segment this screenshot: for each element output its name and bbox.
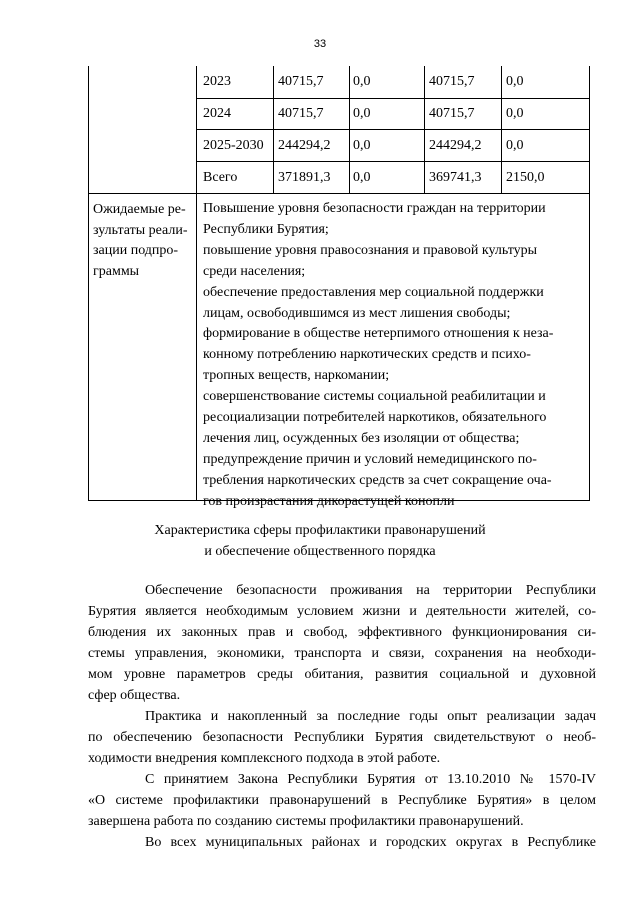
value-cell: 369741,3: [429, 170, 482, 185]
paragraph-line: Практика и накопленный за последние годы опыт реализации задач: [145, 709, 596, 724]
year-cell: 2025-2030: [203, 138, 264, 153]
value-cell: 0,0: [353, 170, 371, 185]
paragraph-line: сфер общества.: [88, 687, 181, 703]
section-heading-line1: Характеристика сферы профилактики правонарушений: [154, 523, 486, 538]
result-line: Республики Бурятия;: [203, 221, 329, 237]
value-cell: 0,0: [506, 138, 524, 153]
year-cell: 2024: [203, 106, 231, 121]
value-cell: 0,0: [353, 74, 371, 89]
total-cell: 40715,7: [278, 74, 324, 89]
result-line: совершенствование системы социальной реабилитации и: [203, 389, 546, 405]
paragraph-line: мом уровне параметров среды обитания, развития социальной и духовной: [88, 666, 596, 682]
value-cell: 0,0: [353, 138, 371, 153]
paragraph-line: блюдения их законных прав и свобод, эффективного функционирования си-: [88, 624, 596, 640]
result-line: Повышение уровня безопасности граждан на территории: [203, 201, 546, 216]
table-row-divider: [196, 129, 590, 130]
table-label-divider: [196, 66, 197, 500]
table-row-divider: [88, 193, 590, 194]
year-cell: 2023: [203, 74, 231, 89]
paragraph-line: ходимости внедрения комплексного подхода в этой работе.: [88, 750, 441, 766]
value-cell: 0,0: [353, 106, 371, 121]
result-line: формирование в обществе нетерпимого отношения к неза-: [203, 326, 554, 342]
label-line: зультаты реали-: [93, 222, 188, 238]
result-line: лицам, освободившимся из мест лишения свободы;: [203, 305, 511, 321]
year-cell: Всего: [203, 170, 238, 185]
results-label: [93, 200, 188, 282]
section-heading-line2: и обеспечение общественного порядка: [204, 544, 436, 559]
total-cell: 244294,2: [278, 138, 331, 153]
result-line: тропных веществ, наркомании;: [203, 368, 390, 384]
paragraph: [88, 833, 596, 854]
label-line: граммы: [93, 263, 140, 279]
paragraph-line: по обеспечению безопасности Республики Бурятия свидетельствуют о необ-: [88, 729, 596, 745]
value-cell: 40715,7: [429, 106, 475, 121]
label-line: зации подпро-: [93, 243, 179, 258]
label-line: Ожидаемые ре-: [93, 202, 186, 217]
paragraph-line: Обеспечение безопасности проживания на территории Республики: [145, 583, 596, 598]
value-cell: 2150,0: [506, 170, 545, 185]
result-line: конному потреблению наркотических средств и психо-: [203, 347, 531, 363]
value-cell: 40715,7: [429, 74, 475, 89]
paragraph-line: завершена работа по созданию системы профилактики правонарушений.: [88, 813, 524, 829]
page-number: 33: [313, 38, 327, 50]
result-line: среди населения;: [203, 263, 306, 279]
result-line: предупреждение причин и условий немедицинского по-: [203, 451, 537, 467]
table-row-divider: [196, 161, 590, 162]
value-cell: 0,0: [506, 106, 524, 121]
value-cell: 0,0: [506, 74, 524, 89]
result-line: обеспечение предоставления мер социальной поддержки: [203, 284, 544, 300]
table-left-border: [88, 66, 89, 500]
table-right-border: [589, 66, 590, 500]
paragraph: [88, 581, 596, 706]
result-line: лечения лиц, осужденных без изоляции от общества;: [203, 430, 520, 446]
result-line: гов произрастания дикорастущей конопли: [203, 493, 455, 509]
paragraph: [88, 707, 596, 770]
results-content: [203, 199, 553, 513]
paragraph-line: Во всех муниципальных районах и городских округах в Республике: [145, 835, 596, 850]
total-cell: 40715,7: [278, 106, 324, 121]
value-cell: 244294,2: [429, 138, 482, 153]
paragraph-line: С принятием Закона Республики Бурятия от 13.10.2010 № 1570-IV: [145, 772, 596, 787]
total-cell: 371891,3: [278, 170, 331, 185]
paragraph-line: «О системе профилактики правонарушений в Республике Бурятия» в целом: [88, 792, 596, 808]
result-line: ресоциализации потребителей наркотиков, обязательного: [203, 410, 547, 426]
paragraph: [88, 770, 596, 833]
result-line: повышение уровня правосознания и правовой культуры: [203, 242, 538, 258]
paragraph-line: стемы управления, экономики, транспорта и связи, сохранения на необходи-: [88, 645, 596, 661]
result-line: требления наркотических средств за счет сокращение оча-: [203, 472, 552, 488]
table-row-divider: [196, 98, 590, 99]
paragraph-line: Бурятия является необходимым условием жизни и деятельности жителей, со-: [88, 603, 596, 619]
